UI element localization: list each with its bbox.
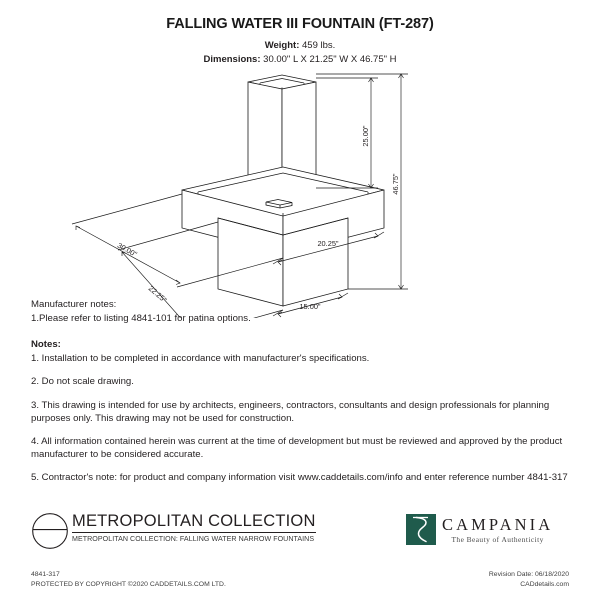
notes-heading: Notes:: [31, 339, 61, 350]
logo-row: [0, 508, 600, 560]
note-item-1: 1. Installation to be completed in accordance with manufacturer's specifications.: [31, 353, 370, 365]
dim-pedestal-width: 15.00": [299, 302, 321, 311]
note-item-3: 3. This drawing is intended for use by architects, engineers, contractors, consultants and design professionals for planning purposes only. This drawing may not be used for construction.: [31, 399, 550, 424]
page-title: FALLING WATER III FOUNTAIN (FT-287): [166, 16, 434, 32]
footer-left: [31, 570, 226, 589]
note-item-5: 5. Contractor's note: for product and company information visit www.caddetails.com/info and enter reference number 4841-317: [31, 472, 568, 484]
weight-label: Weight:: [264, 40, 300, 51]
metropolitan-subtitle: METROPOLITAN COLLECTION: FALLING WATER NARROW FOUNTAINS: [72, 535, 315, 543]
isometric-fountain-drawing: [30, 68, 570, 318]
dimensions-value: 30.00" L X 21.25" W X 46.75" H: [263, 54, 397, 65]
dim-basin-depth: 30.00": [115, 240, 139, 259]
note-item-4: 4. All information contained herein was current at the time of development but must be reviewed and approved by the product manufacturer to be considered accurate.: [31, 436, 563, 461]
campania-text-block: [442, 514, 553, 544]
campania-tagline: The Beauty of Authenticity: [451, 535, 544, 544]
footer-site: CADdetails.com: [520, 580, 569, 588]
notes-section: [31, 338, 571, 485]
dimensions-spec: [0, 54, 600, 65]
dim-tower-height: 25.00": [361, 125, 370, 147]
footer-revision-date: Revision Date: 06/18/2020: [488, 571, 569, 578]
campania-urn-icon: [406, 514, 436, 545]
manufacturer-notes-heading: Manufacturer notes:: [31, 299, 117, 310]
campania-logo: [406, 514, 553, 545]
footer-right: [489, 570, 569, 589]
note-item-2: 2. Do not scale drawing.: [31, 376, 134, 388]
manufacturer-note-item: 1.Please refer to listing 4841-101 for patina options.: [31, 312, 251, 324]
weight-spec: [0, 40, 600, 51]
footer-reference-number: 4841-317: [31, 571, 60, 578]
manufacturer-notes: [31, 298, 251, 325]
product-drawing: [30, 68, 570, 318]
weight-value: 459 lbs.: [302, 40, 336, 51]
dimensions-label: Dimensions:: [203, 54, 261, 65]
metropolitan-name: METROPOLITAN COLLECTION: [72, 512, 316, 533]
footer-copyright: PROTECTED BY COPYRIGHT ©2020 CADDETAILS.COM LTD.: [31, 580, 226, 588]
circle-bar-icon: [31, 512, 69, 550]
campania-name: CAMPANIA: [442, 515, 554, 534]
metropolitan-text-block: [72, 511, 316, 543]
dim-overall-height: 46.75": [391, 173, 400, 195]
metropolitan-collection-logo: [31, 511, 316, 550]
dim-basin-width: 20.25": [317, 239, 339, 248]
dim-pedestal-depth: 22.25": [146, 283, 169, 305]
page-footer: [0, 570, 600, 596]
